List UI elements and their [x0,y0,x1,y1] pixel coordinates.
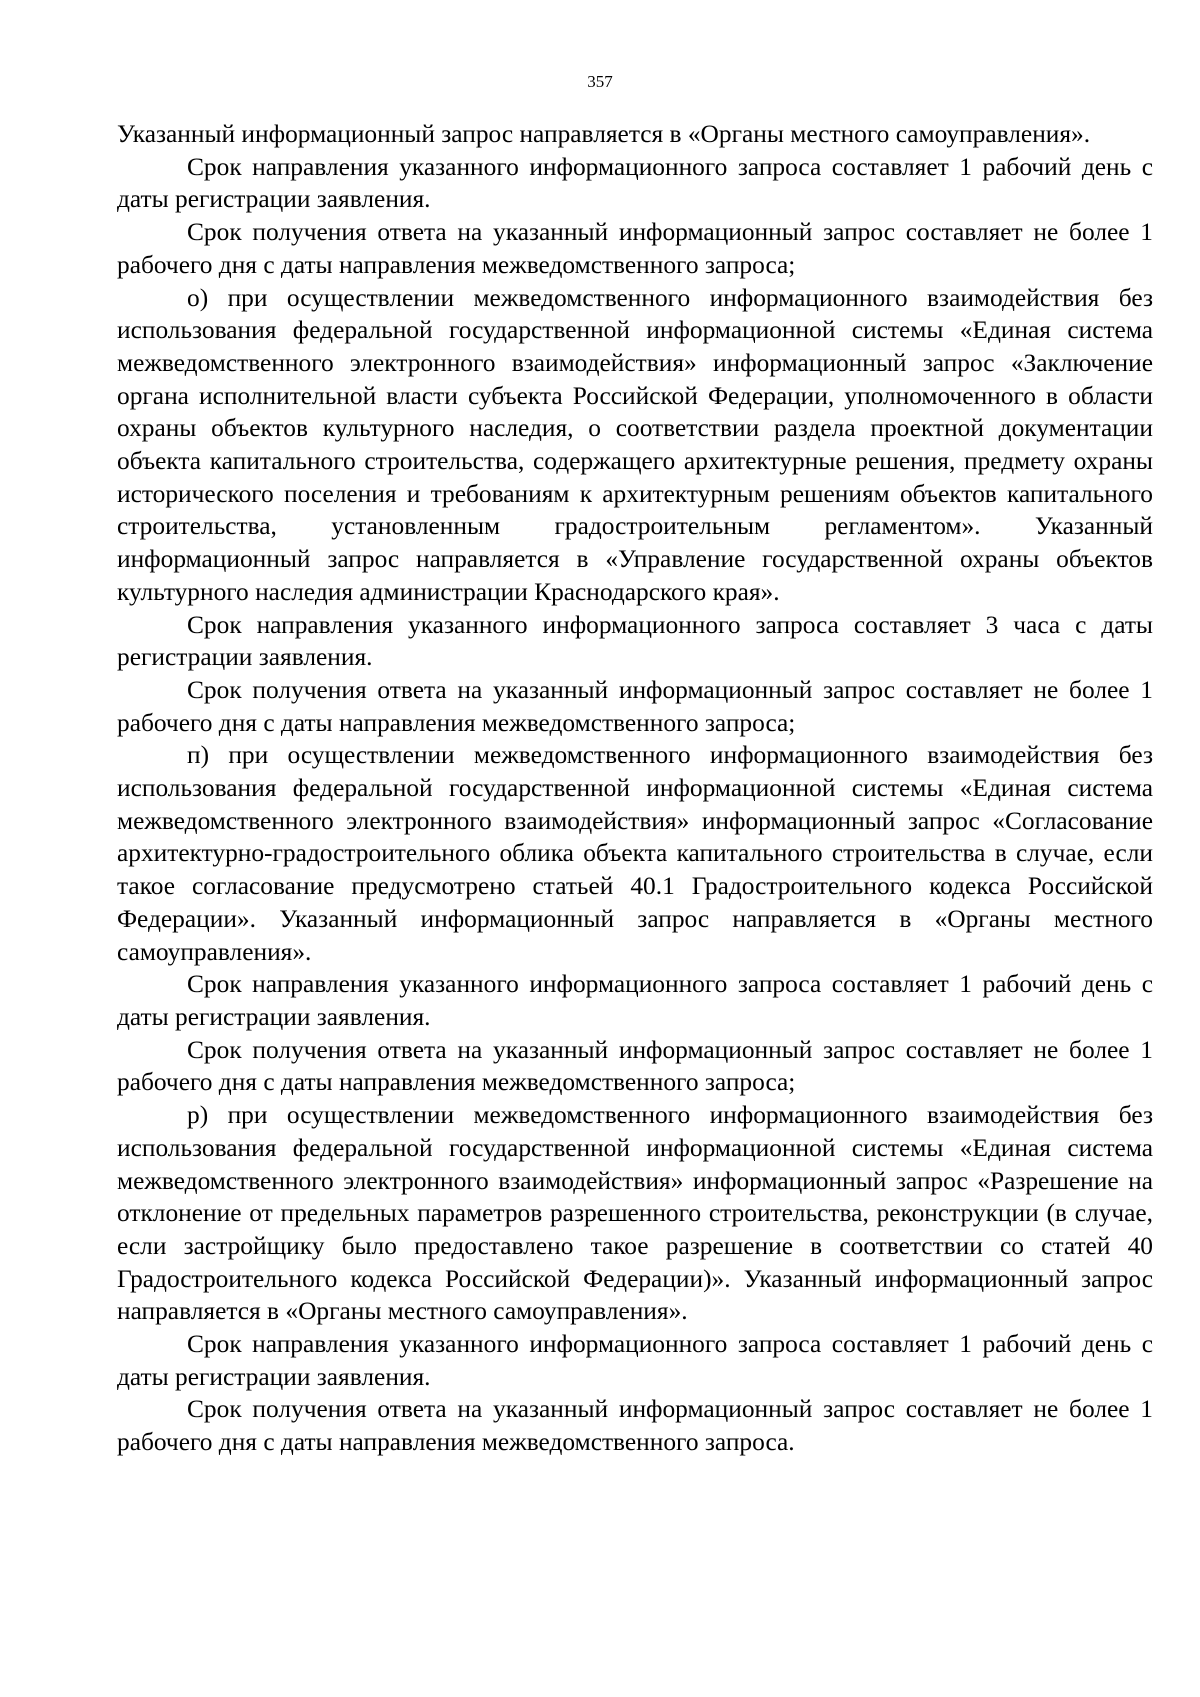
paragraph: Указанный информационный запрос направляется в «Органы местного самоуправления». [117,120,1091,148]
paragraph: Срок получения ответа на указанный информационный запрос составляет не более 1 рабочего дня с даты направления межведомственного запроса; [117,218,1153,279]
paragraph: Срок направления указанного информационного запроса составляет 3 часа с даты регистрации заявления. [117,610,1153,672]
paragraph: Срок получения ответа на указанный информационный запрос составляет не более 1 рабочего дня с даты направления межведомственного запроса. [117,1395,1153,1457]
paragraph: Срок направления указанного информационного запроса составляет 1 рабочий день с даты регистрации заявления. [117,970,1153,1031]
paragraph: Срок направления указанного информационного запроса составляет 1 рабочий день с даты регистрации заявления. [117,1330,1153,1391]
paragraph-item-p: п) при осуществлении межведомственного информационного взаимодействия без использования федеральной государственной информационной системы «Единая система межведомственного электронного взаимодействия» информационный запрос «Согласование архитектурно-градостроительного облика объекта капитального строительства в случае, если такое согласование предусмотрено статьей 40.1 Градостроительного кодекса Российской Федерации». Указанный информационный запрос направляется в «Органы местного самоуправления». [117,741,1153,966]
paragraph: Срок направления указанного информационного запроса составляет 1 рабочий день с даты регистрации заявления. [117,152,1153,214]
paragraph: Срок получения ответа на указанный информационный запрос составляет не более 1 рабочего дня с даты направления межведомственного запроса; [117,1035,1153,1097]
document-body [117,118,1153,1459]
paragraph-item-r: р) при осуществлении межведомственного информационного взаимодействия без использования федеральной государственной информационной системы «Единая система межведомственного электронного взаимодействия» информационный запрос «Разрешение на отклонение от предельных параметров разрешенного строительства, реконструкции (в случае, если застройщику было предоставлено такое разрешение в соответствии со статей 40 Градостроительного кодекса Российской Федерации)». Указанный информационный запрос направляется в «Органы местного самоуправления». [117,1101,1153,1326]
page-number: 357 [587,72,613,91]
paragraph: Срок получения ответа на указанный информационный запрос составляет не более 1 рабочего дня с даты направления межведомственного запроса; [117,675,1153,737]
paragraph-item-o: о) при осуществлении межведомственного информационного взаимодействия без использования федеральной государственной информационной системы «Единая система межведомственного электронного взаимодействия» информационный запрос «Заключение органа исполнительной власти субъекта Российской Федерации, уполномоченного в области охраны объектов культурного наследия, о соответствии раздела проектной документации объекта капитального строительства, содержащего архитектурные решения, предмету охраны исторического поселения и требованиям к архитектурным решениям объектов капитального строительства, установленным градостроительным регламентом». Указанный информационный запрос направляется в «Управление государственной охраны объектов культурного наследия администрации Краснодарского края». [117,283,1153,606]
